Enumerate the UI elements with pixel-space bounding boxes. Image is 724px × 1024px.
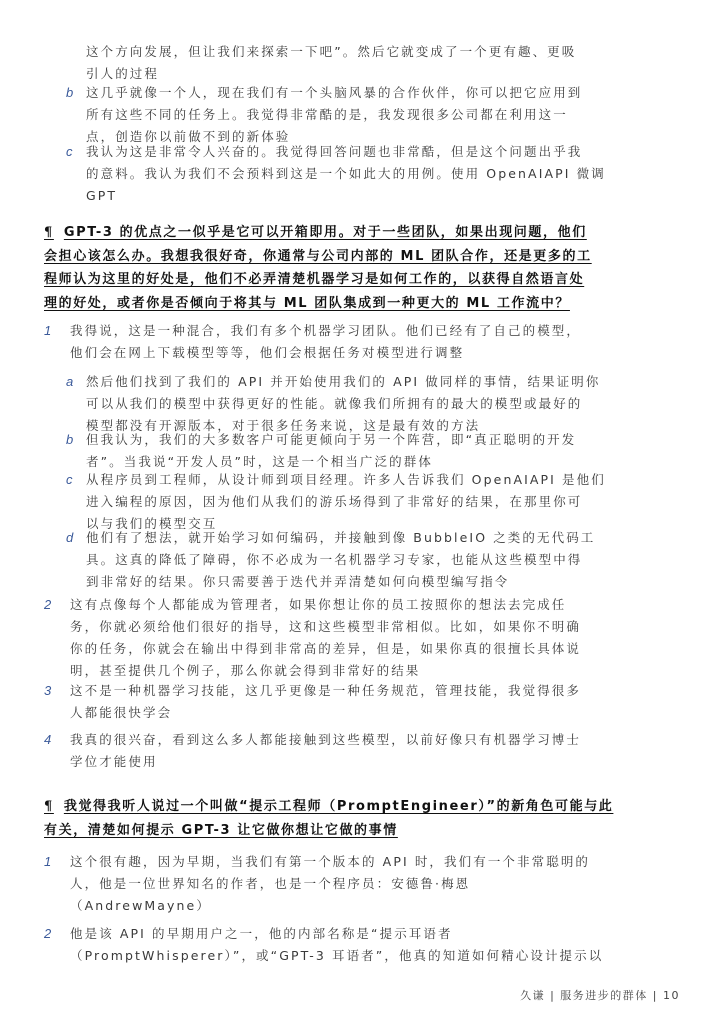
text-line: （AndrewMayne） bbox=[70, 898, 211, 913]
list-item bbox=[70, 320, 581, 364]
text-line: 引人的过程 bbox=[86, 66, 160, 81]
text-line: 到非常好的结果。你只需要善于迭代并弄清楚如何向模型编写指令 bbox=[86, 574, 510, 589]
text-line: 明，甚至提供几个例子，那么你就会得到非常好的结果 bbox=[70, 663, 421, 678]
list-item bbox=[86, 469, 606, 535]
list-marker: d bbox=[66, 530, 74, 545]
heading-line: 会担心该怎么办。我想我很好奇，你通常与公司内部的 ML 团队合作，还是更多的工 bbox=[44, 248, 592, 264]
list-item bbox=[70, 594, 581, 682]
text-line: 他们有了想法，就开始学习如何编码，并接触到像 BubbleIO 之类的无代码工 bbox=[86, 530, 596, 545]
text-line: 但我认为，我们的大多数客户可能更倾向于另一个阵营，即“真正聪明的开发 bbox=[86, 432, 577, 447]
list-marker: 1 bbox=[44, 854, 52, 869]
pilcrow-icon: ¶ bbox=[44, 225, 54, 240]
text-line: 学位才能使用 bbox=[70, 754, 158, 769]
text-line: 这有点像每个人都能成为管理者，如果你想让你的员工按照你的想法去完成任 bbox=[70, 597, 567, 612]
question-heading bbox=[44, 221, 592, 315]
pilcrow-icon: ¶ bbox=[44, 799, 54, 814]
text-line: GPT bbox=[86, 188, 118, 203]
text-line: 他们会在网上下载模型等等，他们会根据任务对模型进行调整 bbox=[70, 345, 465, 360]
text-line: 进入编程的原因，因为他们从我们的游乐场得到了非常好的结果，在那里你可 bbox=[86, 494, 583, 509]
text-line: 你的任务，你就会在输出中得到非常高的差异，但是，如果你真的很擅长具体说 bbox=[70, 641, 582, 656]
text-line: 我认为这是非常令人兴奋的。我觉得回答问题也非常酷，但是这个问题出乎我 bbox=[86, 144, 583, 159]
text-line: 具。这真的降低了障碍，你不必成为一名机器学习专家，也能从这些模型中得 bbox=[86, 552, 583, 567]
list-marker: 4 bbox=[44, 732, 52, 747]
text-line: 我真的很兴奋，看到这么多人都能接触到这些模型，以前好像只有机器学习博士 bbox=[70, 732, 582, 747]
text-line: 人都能很快学会 bbox=[70, 705, 173, 720]
list-marker: a bbox=[66, 374, 74, 389]
heading-line: 有关，清楚如何提示 GPT-3 让它做你想让它做的事情 bbox=[44, 822, 398, 838]
text-line: （PromptWhisperer）”，或“GPT-3 耳语者”，他真的知道如何精心设计提示以 bbox=[70, 948, 604, 963]
list-item bbox=[70, 851, 590, 917]
list-marker: 2 bbox=[44, 597, 52, 612]
heading-line: GPT-3 的优点之一似乎是它可以开箱即用。对于一些团队，如果出现问题，他们 bbox=[63, 225, 587, 240]
text-line: 我得说，这是一种混合，我们有多个机器学习团队。他们已经有了自己的模型， bbox=[70, 323, 582, 338]
text-line: 点，创造你以前做不到的新体验 bbox=[86, 129, 291, 144]
list-item bbox=[86, 371, 600, 437]
list-marker: c bbox=[66, 144, 73, 159]
question-heading bbox=[44, 795, 613, 842]
text-line: 这个方向发展，但让我们来探索一下吧”。然后它就变成了一个更有趣、更吸 bbox=[86, 44, 577, 59]
list-item-a-continuation bbox=[86, 41, 576, 85]
text-line: 这个很有趣，因为早期，当我们有第一个版本的 API 时，我们有一个非常聪明的 bbox=[70, 854, 591, 869]
page-footer: 久谦 | 服务进步的群体 | 10 bbox=[520, 989, 680, 1002]
list-item bbox=[70, 729, 581, 773]
list-marker: 1 bbox=[44, 323, 52, 338]
text-line: 所有这些不同的任务上。我觉得非常酷的是，我发现很多公司都在利用这一 bbox=[86, 107, 568, 122]
list-item bbox=[86, 429, 576, 473]
list-item bbox=[86, 82, 582, 148]
text-line: 这几乎就像一个人，现在我们有一个头脑风暴的合作伙伴，你可以把它应用到 bbox=[86, 85, 583, 100]
text-line: 者”。当我说“开发人员”时，这是一个相当广泛的群体 bbox=[86, 454, 433, 469]
list-marker: c bbox=[66, 472, 73, 487]
list-marker: b bbox=[66, 432, 74, 447]
text-line: 可以从我们的模型中获得更好的性能。就像我们所拥有的最大的模型或最好的 bbox=[86, 396, 583, 411]
list-item bbox=[86, 527, 595, 593]
list-marker: 2 bbox=[44, 926, 52, 941]
text-line: 然后他们找到了我们的 API 并开始使用我们的 API 做同样的事情，结果证明你 bbox=[86, 374, 601, 389]
heading-line: 理的好处，或者你是否倾向于将其与 ML 团队集成到一种更大的 ML 工作流中？ bbox=[44, 295, 570, 311]
text-line: 以与我们的模型交互 bbox=[86, 516, 218, 531]
text-line: 从程序员到工程师，从设计师到项目经理。许多人告诉我们 OpenAIAPI 是他们 bbox=[86, 472, 606, 487]
text-line: 人，他是一位世界知名的作者，也是一个程序员：安德鲁·梅恩 bbox=[70, 876, 471, 891]
text-line: 他是该 API 的早期用户之一，他的内部名称是“提示耳语者 bbox=[70, 926, 453, 941]
list-item bbox=[70, 680, 581, 724]
heading-line: 程师认为这里的好处是，他们不必弄清楚机器学习是如何工作的，以获得自然语言处 bbox=[44, 272, 585, 287]
text-line: 务，你就必须给他们很好的指导，这和这些模型非常相似。比如，如果你不明确 bbox=[70, 619, 582, 634]
text-line: 模型都没有开源版本，对于很多任务来说，这是最有效的方法 bbox=[86, 418, 481, 433]
text-line: 这不是一种机器学习技能，这几乎更像是一种任务规范，管理技能，我觉得很多 bbox=[70, 683, 582, 698]
list-item bbox=[86, 141, 606, 207]
heading-line: 我觉得我听人说过一个叫做“提示工程师（PromptEngineer）”的新角色可能与此 bbox=[63, 799, 614, 814]
list-item bbox=[70, 923, 603, 967]
text-line: 的意料。我认为我们不会预料到这是一个如此大的用例。使用 OpenAIAPI 微调 bbox=[86, 166, 606, 181]
list-marker: b bbox=[66, 85, 74, 100]
list-marker: 3 bbox=[44, 683, 52, 698]
